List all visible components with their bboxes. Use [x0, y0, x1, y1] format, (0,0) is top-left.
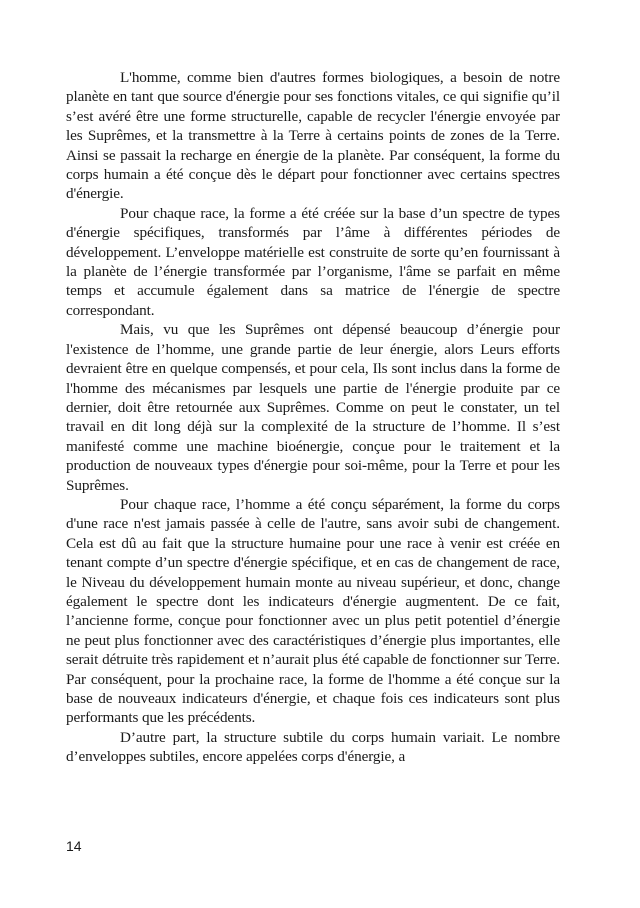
paragraph-1: L'homme, comme bien d'autres formes biologiques, a besoin de notre planète en tant que source d'énergie pour ses fonctions vitales, ce qui signifie qu’il s’est avéré être une forme structurelle, capable de recycler l'énergie envoyée par les Suprêmes, et la transmettre à la Terre à certains points de zones de la Terre. Ainsi se passait la recharge en énergie de la planète. Par conséquent, la forme du corps humain a été conçue dès le départ pour fonctionner avec certains spectres d'énergie. [66, 69, 560, 203]
document-body [66, 68, 560, 767]
paragraph-4: Pour chaque race, l’homme a été conçu séparément, la forme du corps d'une race n'est jamais passée à celle de l'autre, sans avoir subi de changement. Cela est dû au fait que la structure humaine pour une race à venir est créée en tenant compte d’un spectre d'énergie spécifique, et en cas de changement de race, le Niveau du développement humain monte au niveau supérieur, et donc, change également le spectre dont les indicateurs d'énergie augmentent. De ce fait, l’ancienne forme, conçue pour fonctionner avec un plus petit potentiel d’énergie ne peut plus fonctionner avec des caractéristiques d’énergie plus importantes, elle serait détruite très rapidement et n’aurait plus été capable de fonctionner sur Terre. Par conséquent, pour la prochaine race, la forme de l'homme a été conçue sur la base de nouveaux indicateurs d'énergie, et chaque fois ces indicateurs sont plus performants que les précédents. [66, 495, 560, 727]
paragraph-5: D’autre part, la structure subtile du corps humain variait. Le nombre d’enveloppes subtiles, encore appelées corps d'énergie, a [66, 728, 560, 766]
paragraph-3: Mais, vu que les Suprêmes ont dépensé beaucoup d’énergie pour l'existence de l’homme, une grande partie de leur énergie, alors Leurs efforts devraient être en quelque compensés, et pour cela, Ils sont inclus dans la forme de l'homme des mécanismes par lesquels une partie de l'énergie produite par ce dernier, doit être retournée aux Suprêmes. Comme on peut le constater, un tel travail en dit long déjà sur la complexité de la structure de l’homme. Il s’est manifesté comme une machine bioénergie, conçue pour le traitement et la production de nouveaux types d'énergie pour soi-même, pour la Terre et pour les Suprêmes. [66, 321, 560, 494]
page-number: 14 [66, 838, 82, 854]
paragraph-2: Pour chaque race, la forme a été créée sur la base d’un spectre de types d'énergie spécifiques, transformés par l’âme à différentes périodes de développement. L’enveloppe matérielle est construite de sorte qu’en fournissant à la planète de l’énergie transformée par l’organisme, l'âme se parfait en même temps et accumule également dans sa matrice de l'énergie de spectre correspondant. [66, 204, 560, 319]
